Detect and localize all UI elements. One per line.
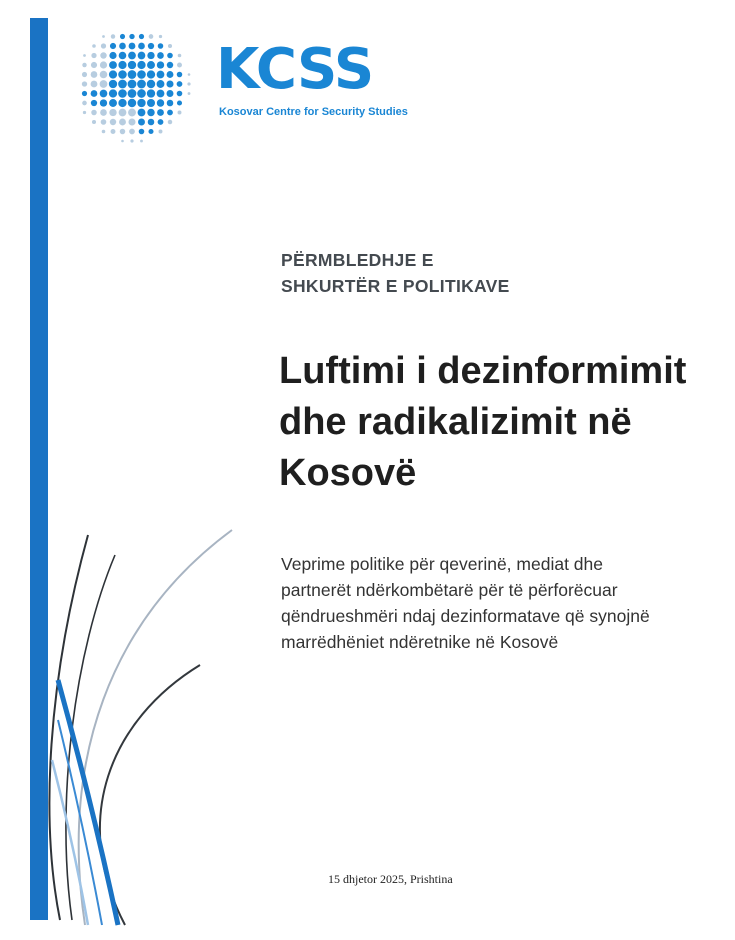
logo-tagline: Kosovar Centre for Security Studies xyxy=(219,106,408,118)
document-title: Luftimi i dezinformimit dhe radikalizimit në Kosovë xyxy=(279,350,687,494)
date-location: 15 dhjetor 2025, Prishtina xyxy=(328,872,453,886)
document-type-kicker: PËRMBLEDHJE E SHKURTËR E POLITIKAVE xyxy=(281,250,510,296)
document-subtitle: Veprime politike për qeverinë, mediat dhe partnerët ndërkombëtarë për të përforëcuar qëndrueshmëri ndaj dezinformatave që synojnë marrëdhëniet ndëretnike në Kosovë xyxy=(281,554,650,652)
logo-wordmark: KCSS xyxy=(216,37,374,102)
swoosh-dark-line-3 xyxy=(100,665,200,925)
